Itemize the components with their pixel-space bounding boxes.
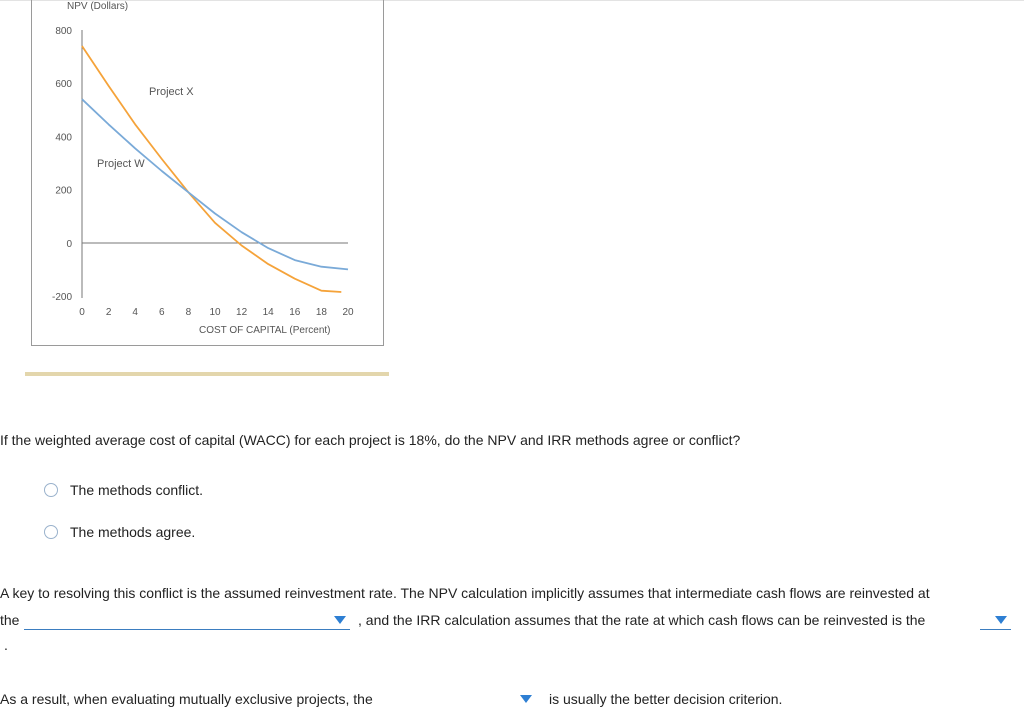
paragraph-line-2-start: the (0, 612, 20, 628)
y-tick-label: 600 (55, 79, 72, 91)
y-axis-label: NPV (Dollars) (67, 1, 129, 12)
x-tick-label: 18 (315, 307, 327, 318)
paragraph-line-4-end: is usually the better decision criterion. (549, 691, 783, 707)
series-label-project-x: Project X (149, 86, 194, 98)
x-tick-label: 2 (105, 307, 112, 318)
x-tick-label: 10 (209, 307, 221, 318)
chevron-down-icon (520, 695, 532, 703)
x-tick-label: 20 (342, 307, 354, 318)
y-tick-label: 0 (66, 238, 72, 250)
option-methods-agree[interactable] (44, 524, 195, 540)
series-line-project-w (82, 99, 348, 269)
paragraph-line-2-mid: , and the IRR calculation assumes that the rate at which cash flows can be reinvested is the (358, 612, 926, 628)
y-tick-label: 400 (55, 132, 72, 144)
npv-profile-chart (0, 0, 384, 350)
y-tick-label: 200 (55, 185, 72, 197)
radio-button[interactable] (44, 525, 58, 539)
x-axis-label: COST OF CAPITAL (Percent) (199, 325, 331, 336)
option-label: The methods conflict. (70, 482, 204, 498)
x-tick-label: 0 (79, 307, 85, 318)
x-tick-label: 4 (132, 307, 138, 318)
paragraph-line-1: A key to resolving this conflict is the assumed reinvestment rate. The NPV calculation implicitly assumes that intermediate cash flows are reinvested at (0, 585, 930, 601)
x-tick-label: 14 (262, 307, 274, 318)
chevron-down-icon (334, 616, 346, 624)
paragraph-line-3-end: . (4, 637, 8, 653)
question-text: If the weighted average cost of capital (WACC) for each project is 18%, do the NPV and IRR methods agree or conflict? (0, 432, 741, 448)
decision-criterion-dropdown[interactable] (414, 690, 536, 708)
y-tick-label: 800 (55, 26, 72, 37)
x-tick-label: 6 (159, 307, 165, 318)
series-label-project-w: Project W (97, 158, 145, 170)
radio-button[interactable] (44, 483, 58, 497)
paragraph-line-4-start: As a result, when evaluating mutually exclusive projects, the (0, 691, 373, 707)
section-divider (25, 372, 389, 376)
x-tick-label: 16 (289, 307, 301, 318)
irr-reinvestment-rate-dropdown[interactable] (980, 611, 1011, 630)
option-label: The methods agree. (70, 524, 196, 540)
chevron-down-icon (995, 616, 1007, 624)
y-tick-label: -200 (51, 292, 72, 303)
npv-reinvestment-rate-dropdown[interactable] (24, 611, 350, 630)
option-methods-conflict[interactable] (44, 482, 203, 498)
x-tick-label: 8 (185, 307, 192, 318)
x-tick-label: 12 (236, 307, 248, 318)
